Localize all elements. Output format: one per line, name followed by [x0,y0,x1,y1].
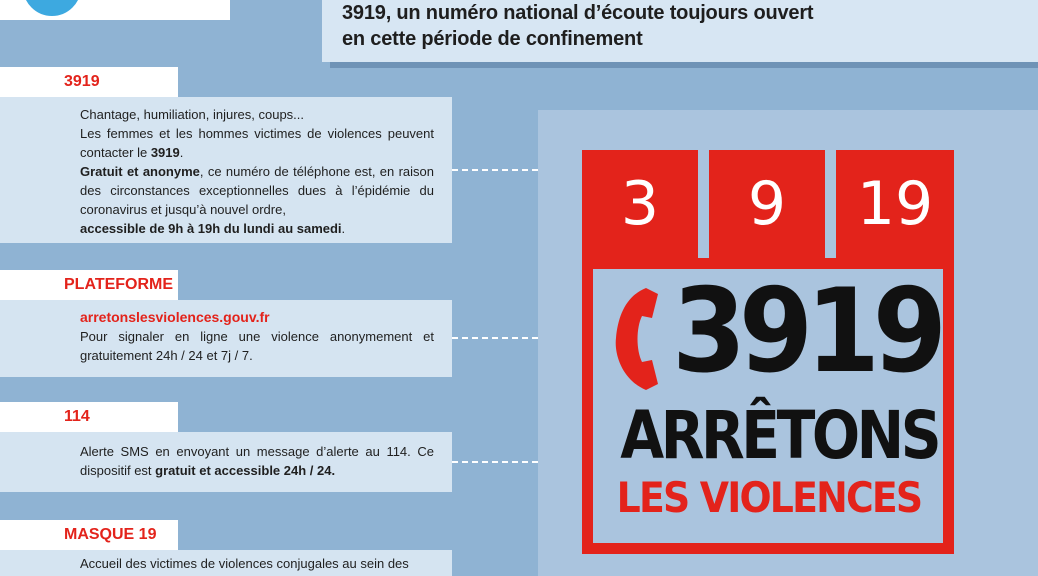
header-line-1: 3919, un numéro national d’écoute toujours ouvert [342,2,814,24]
panel-text: Pour signaler en ligne une violence anonymement et gratuitement 24h / 24 et 7j / 7. [80,329,434,363]
section-title: MASQUE 19 [64,526,157,543]
phone-icon [612,284,664,394]
poster-digit: 19 [836,150,954,258]
section-panel-114 [0,432,452,492]
panel-text: Les femmes et les hommes victimes de violences peuvent contacter le 3919. [80,126,434,160]
section-title: 114 [64,408,90,425]
section-panel-masque19 [0,550,452,576]
panel-text: Accueil des victimes de violences conjugales au sein des [80,556,409,571]
panel-text: Gratuit et anonyme, ce numéro de téléphone est, en raison des circonstances exceptionnelles dues à l’épidémie du coronavirus et jusqu’à nouvel ordre, [80,164,435,217]
poster-digit: 3 [582,150,698,258]
panel-text: accessible de 9h à 19h du lundi au samedi. [80,221,346,236]
section-panel-plateforme [0,300,452,377]
section-tab-plateforme [0,270,178,300]
section-title: PLATEFORME [64,276,174,293]
header-banner [322,0,1038,62]
section-tab-masque19 [0,520,178,550]
poster-slogan-violences: LES VIOLENCES [616,473,922,522]
panel-text: Chantage, humiliation, injures, coups... [80,107,305,122]
header-line-2: en cette période de confinement [342,28,643,50]
poster-digit: 9 [709,150,825,258]
section-panel-3919 [0,97,452,243]
dashed-connector [452,461,538,463]
website-link[interactable]: arretonslesviolences.gouv.fr [80,309,270,325]
section-tab-114 [0,402,178,432]
poster-number: 3919 [672,264,940,399]
section-title: 3919 [64,73,100,90]
dashed-connector [452,169,538,171]
dashed-connector [452,337,538,339]
section-tab-3919 [0,67,178,97]
panel-text: Alerte SMS en envoyant un message d’alerte au 114. Ce dispositif est gratuit et accessible 24h / 24. [80,444,434,478]
poster-slogan-arretons: ARRÊTONS [620,397,939,474]
